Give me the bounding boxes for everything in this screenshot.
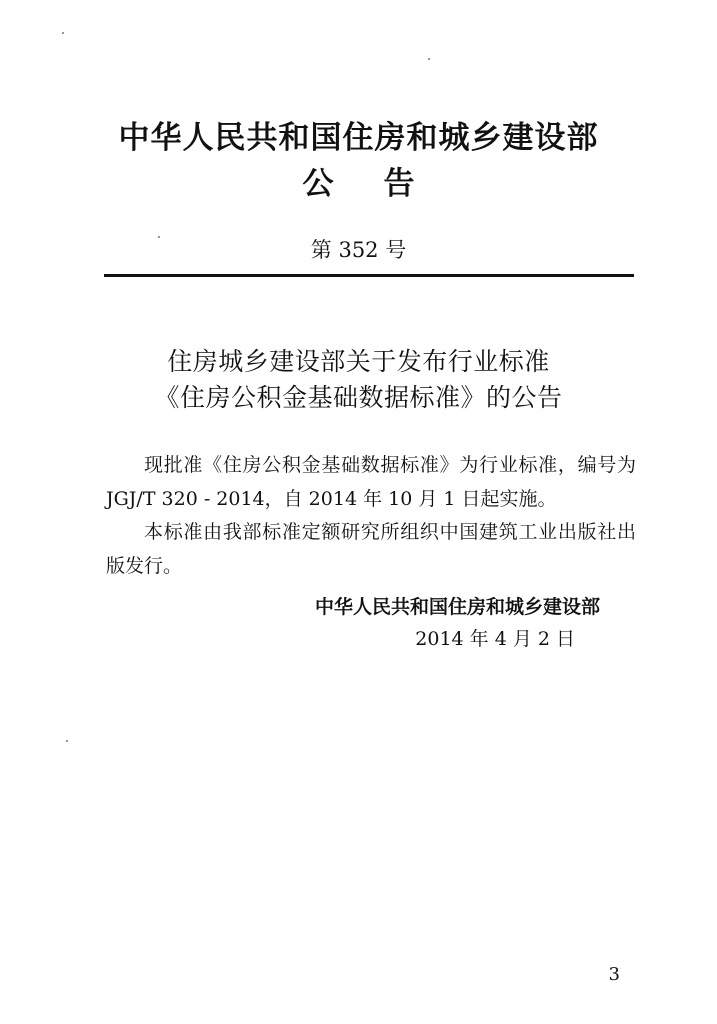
subject-line-2: 《住房公积金基础数据标准》的公告: [154, 383, 563, 412]
scan-speck: [428, 58, 430, 60]
scan-speck: [66, 740, 68, 742]
subject-line-1: 住房城乡建设部关于发布行业标准: [167, 347, 550, 376]
page-number: 3: [608, 964, 620, 985]
body-paragraph-1: 现批准《住房公积金基础数据标准》为行业标准，编号为 JGJ/T 320 - 2014，自 2014 年 10 月 1 日起实施。: [106, 454, 636, 510]
notice-heading: 公告: [302, 166, 465, 202]
issue-date: 2014 年 4 月 2 日: [415, 628, 575, 650]
document-number: 第 352 号: [310, 238, 407, 262]
ministry-title: 中华人民共和国住房和城乡建设部: [118, 120, 599, 156]
divider-rule: [104, 274, 634, 277]
scan-speck: [62, 32, 64, 34]
body-paragraph-2: 本标准由我部标准定额研究所组织中国建筑工业出版社出版发行。: [106, 521, 636, 577]
signer: 中华人民共和国住房和城乡建设部: [314, 596, 600, 618]
scan-speck: [158, 236, 160, 238]
